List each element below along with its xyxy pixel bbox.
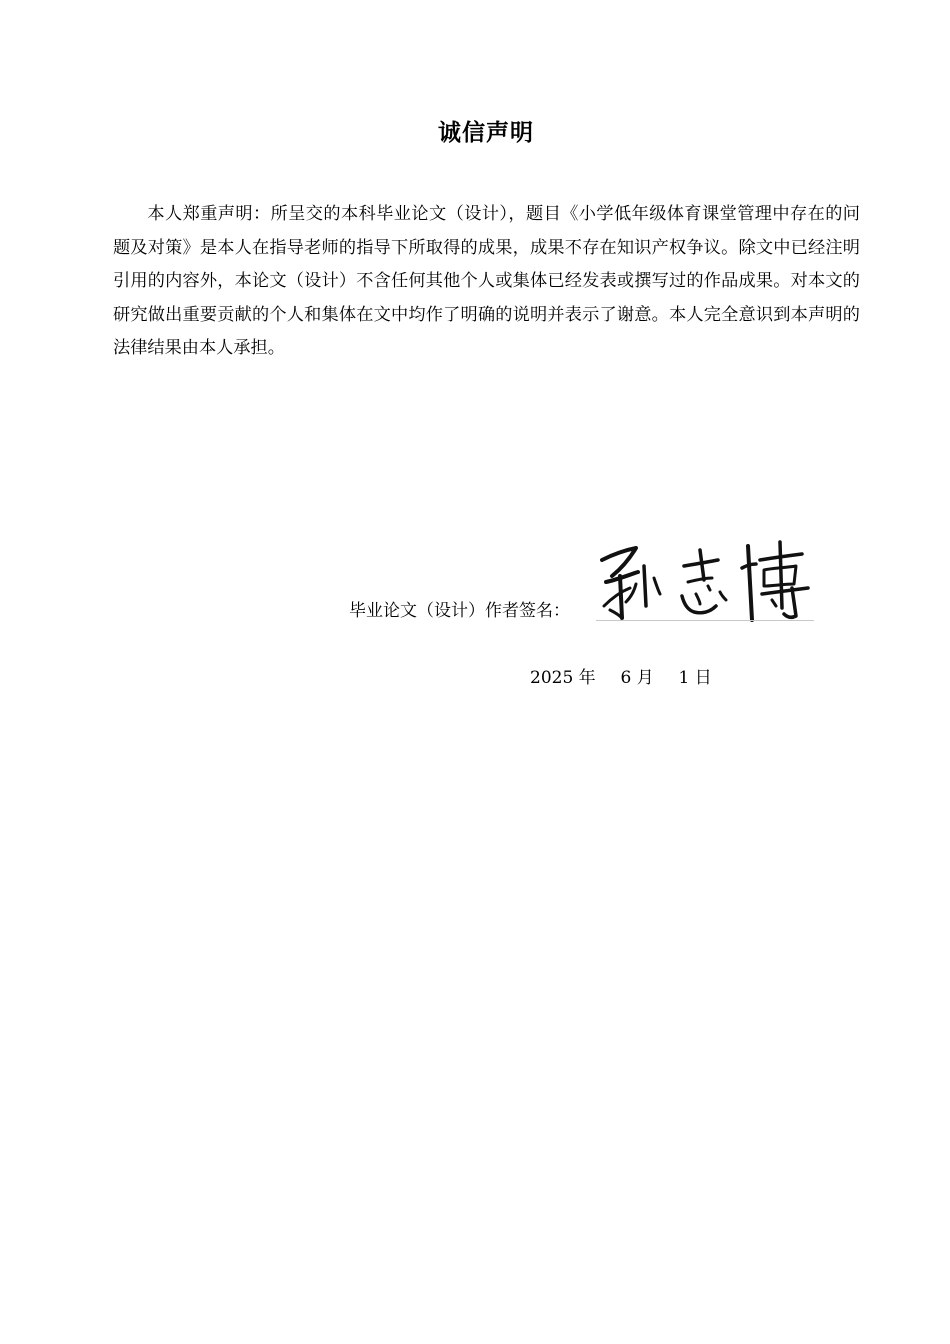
date-year: 2025: [530, 668, 574, 688]
date-month-unit: 月: [636, 668, 654, 688]
date-day-unit: 日: [694, 668, 712, 688]
signature-label: 毕业论文（设计）作者签名：: [349, 601, 570, 621]
declaration-statement: 本人郑重声明：所呈交的本科毕业论文（设计），题目《小学低年级体育课堂管理中存在的问题及对策》是本人在指导老师的指导下所取得的成果，成果不存在知识产权争议。除文中已经注明引用的内容外，本论文（设计）不含任何其他个人或集体已经发表或撰写过的作品成果。对本文的研究做出重要贡献的个人和集体在文中均作了明确的说明并表示了谢意。本人完全意识到本声明的法律结果由本人承担。: [113, 204, 860, 358]
date-year-unit: 年: [578, 668, 596, 688]
signing-date: [530, 663, 712, 693]
handwritten-signature: [596, 536, 816, 622]
signature-row: [349, 596, 570, 626]
signature-underline: [596, 620, 814, 621]
date-day: 1: [678, 668, 690, 688]
date-month: 6: [620, 668, 632, 688]
page-title: 诚信声明: [438, 120, 534, 146]
